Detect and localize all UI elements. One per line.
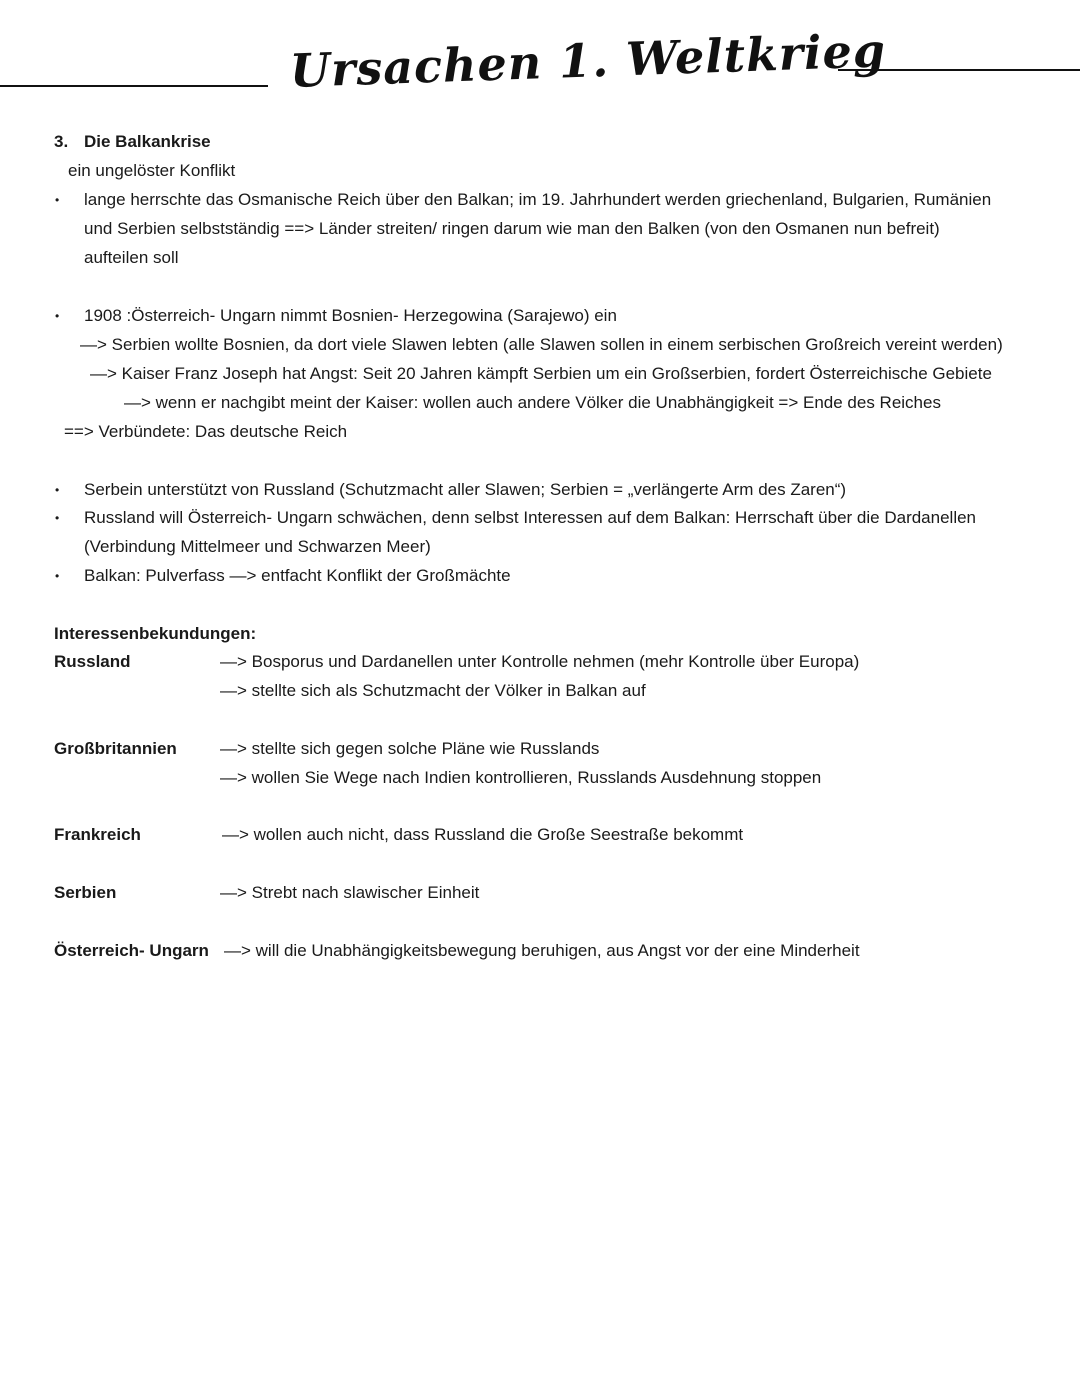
country-grossbritannien: Großbritannien — [54, 739, 177, 758]
bullet5-text: Balkan: Pulverfass —> entfacht Konflikt der Großmächte — [84, 566, 511, 585]
russland-line1: —> Bosporus und Dardanellen unter Kontrolle nehmen (mehr Kontrolle über Europa) — [220, 652, 860, 671]
bullet2-main: 1908 :Österreich- Ungarn nimmt Bosnien- Herzegowina (Sarajewo) ein — [84, 306, 617, 325]
section-subtitle: ein ungelöster Konflikt — [68, 161, 236, 180]
section-heading: Die Balkankrise — [84, 132, 211, 151]
bullet1-line3: aufteilen soll — [84, 248, 179, 267]
country-serbien: Serbien — [54, 883, 117, 902]
grossbritannien-line2: —> wollen Sie Wege nach Indien kontrollieren, Russlands Ausdehnung stoppen — [220, 768, 822, 787]
bullet4-line2: (Verbindung Mittelmeer und Schwarzen Meer) — [84, 537, 431, 556]
bullet2-conclusion: ==> Verbündete: Das deutsche Reich — [64, 422, 348, 441]
bullet-symbol: • — [55, 193, 60, 207]
country-frankreich: Frankreich — [54, 825, 141, 844]
bullet2-sub1: —> Serbien wollte Bosnien, da dort viele Slawen lebten (alle Slawen sollen in einem serbischen Großreich vereint werden) — [80, 335, 1003, 354]
title-rule-left — [0, 85, 268, 87]
bullet2-sub3: —> wenn er nachgibt meint der Kaiser: wollen auch andere Völker die Unabhängigkeit => Ende des Reiches — [124, 393, 941, 412]
bullet-symbol: • — [55, 569, 60, 583]
bullet3-text: Serbein unterstützt von Russland (Schutzmacht aller Slawen; Serbien = „verlängerte Arm des Zaren“) — [84, 480, 847, 499]
serbien-line1: —> Strebt nach slawischer Einheit — [220, 883, 480, 902]
interests-heading: Interessenbekundungen: — [54, 624, 257, 643]
grossbritannien-line1: —> stellte sich gegen solche Pläne wie Russlands — [220, 739, 600, 758]
country-russland: Russland — [54, 652, 131, 671]
frankreich-line1: —> wollen auch nicht, dass Russland die Große Seestraße bekommt — [222, 825, 744, 844]
bullet2-sub2: —> Kaiser Franz Joseph hat Angst: Seit 20 Jahren kämpft Serbien um ein Großserbien, fordert Österreichische Gebiete — [90, 364, 992, 383]
bullet1-line1: lange herrschte das Osmanische Reich über den Balkan; im 19. Jahrhundert werden griechenland, Bulgarien, Rumänien — [84, 190, 992, 209]
bullet4-line1: Russland will Österreich- Ungarn schwächen, denn selbst Interessen auf dem Balkan: Herrschaft über die Dardanellen — [84, 508, 977, 527]
section-number: 3. — [54, 132, 69, 151]
bullet1-line2: und Serbien selbstständig ==> Länder streiten/ ringen darum wie man den Balken (von den Osmanen nun befreit) — [84, 219, 940, 238]
bullet-symbol: • — [55, 483, 60, 497]
page-title: Ursachen 1. Weltkrieg — [289, 23, 887, 98]
russland-line2: —> stellte sich als Schutzmacht der Völker in Balkan auf — [220, 681, 646, 700]
bullet-symbol: • — [55, 309, 60, 323]
bullet-symbol: • — [55, 511, 60, 525]
oesterreich-line1: —> will die Unabhängigkeitsbewegung beruhigen, aus Angst vor der eine Minderheit — [224, 941, 860, 960]
country-oesterreich: Österreich- Ungarn — [54, 941, 209, 960]
